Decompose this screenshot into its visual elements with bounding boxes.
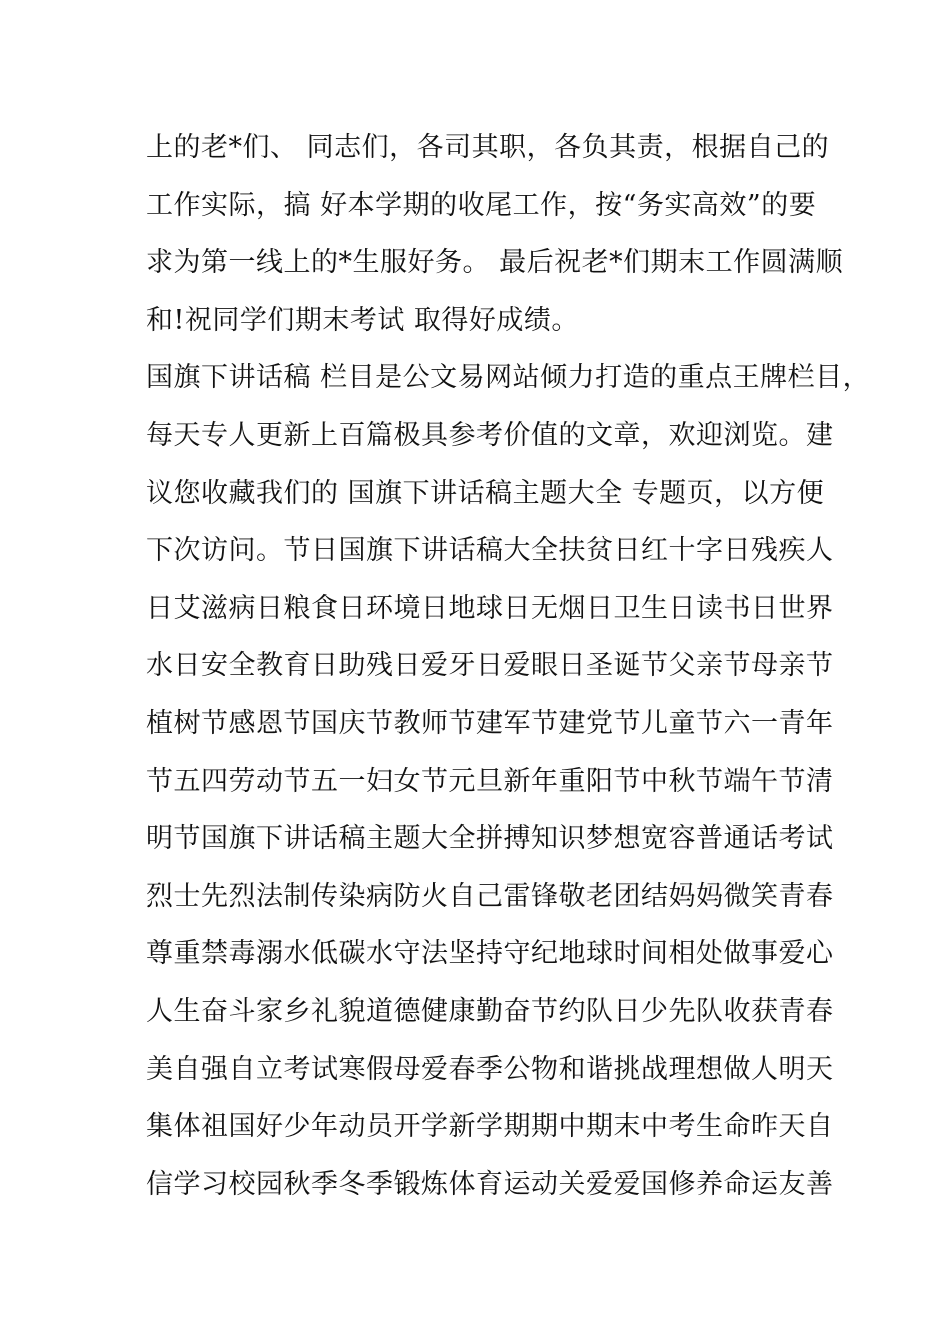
text-line: 美自强自立考试寒假母爱春季公物和谐挑战理想做人明天: [146, 1053, 834, 1085]
text-line: 国旗下讲话稿 栏目是公文易网站倾力打造的重点王牌栏目，: [146, 362, 871, 394]
text-line: 求为第一线上的*生服好务。 最后祝老*们期末工作圆满顺: [146, 247, 844, 279]
text-line: 植树节感恩节国庆节教师节建军节建党节儿童节六一青年: [146, 707, 834, 739]
text-line: 工作实际，搞 好本学期的收尾工作，按“务实高效”的要: [146, 189, 817, 221]
text-line: 烈士先烈法制传染病防火自己雷锋敬老团结妈妈微笑青春: [146, 880, 834, 912]
text-line: 和!祝同学们期末考试 取得好成绩。: [146, 304, 579, 336]
body-text: [146, 119, 871, 1213]
text-line: 明节国旗下讲话稿主题大全拼搏知识梦想宽容普通话考试: [146, 823, 834, 855]
text-line: 尊重禁毒溺水低碳水守法坚持守纪地球时间相处做事爱心: [146, 938, 834, 970]
text-line: 下次访问。节日国旗下讲话稿大全扶贫日红十字日残疾人: [146, 535, 834, 567]
text-line: 人生奋斗家乡礼貌道德健康勤奋节约队日少先队收获青春: [146, 995, 834, 1027]
text-line: 水日安全教育日助残日爱牙日爱眼日圣诞节父亲节母亲节: [146, 650, 834, 682]
text-line: 上的老*们、 同志们，各司其职，各负其责，根据自己的: [146, 132, 830, 163]
text-line: 集体祖国好少年动员开学新学期期中期末中考生命昨天自: [146, 1111, 834, 1143]
text-line: 每天专人更新上百篇极具参考价值的文章，欢迎浏览。建: [146, 419, 834, 451]
text-line: 议您收藏我们的 国旗下讲话稿主题大全 专题页，以方便: [146, 477, 825, 509]
text-line: 信学习校园秋季冬季锻炼体育运动关爱爱国修养命运友善: [146, 1168, 834, 1200]
text-line: 日艾滋病日粮食日环境日地球日无烟日卫生日读书日世界: [146, 592, 834, 624]
text-line: 节五四劳动节五一妇女节元旦新年重阳节中秋节端午节清: [146, 765, 834, 797]
